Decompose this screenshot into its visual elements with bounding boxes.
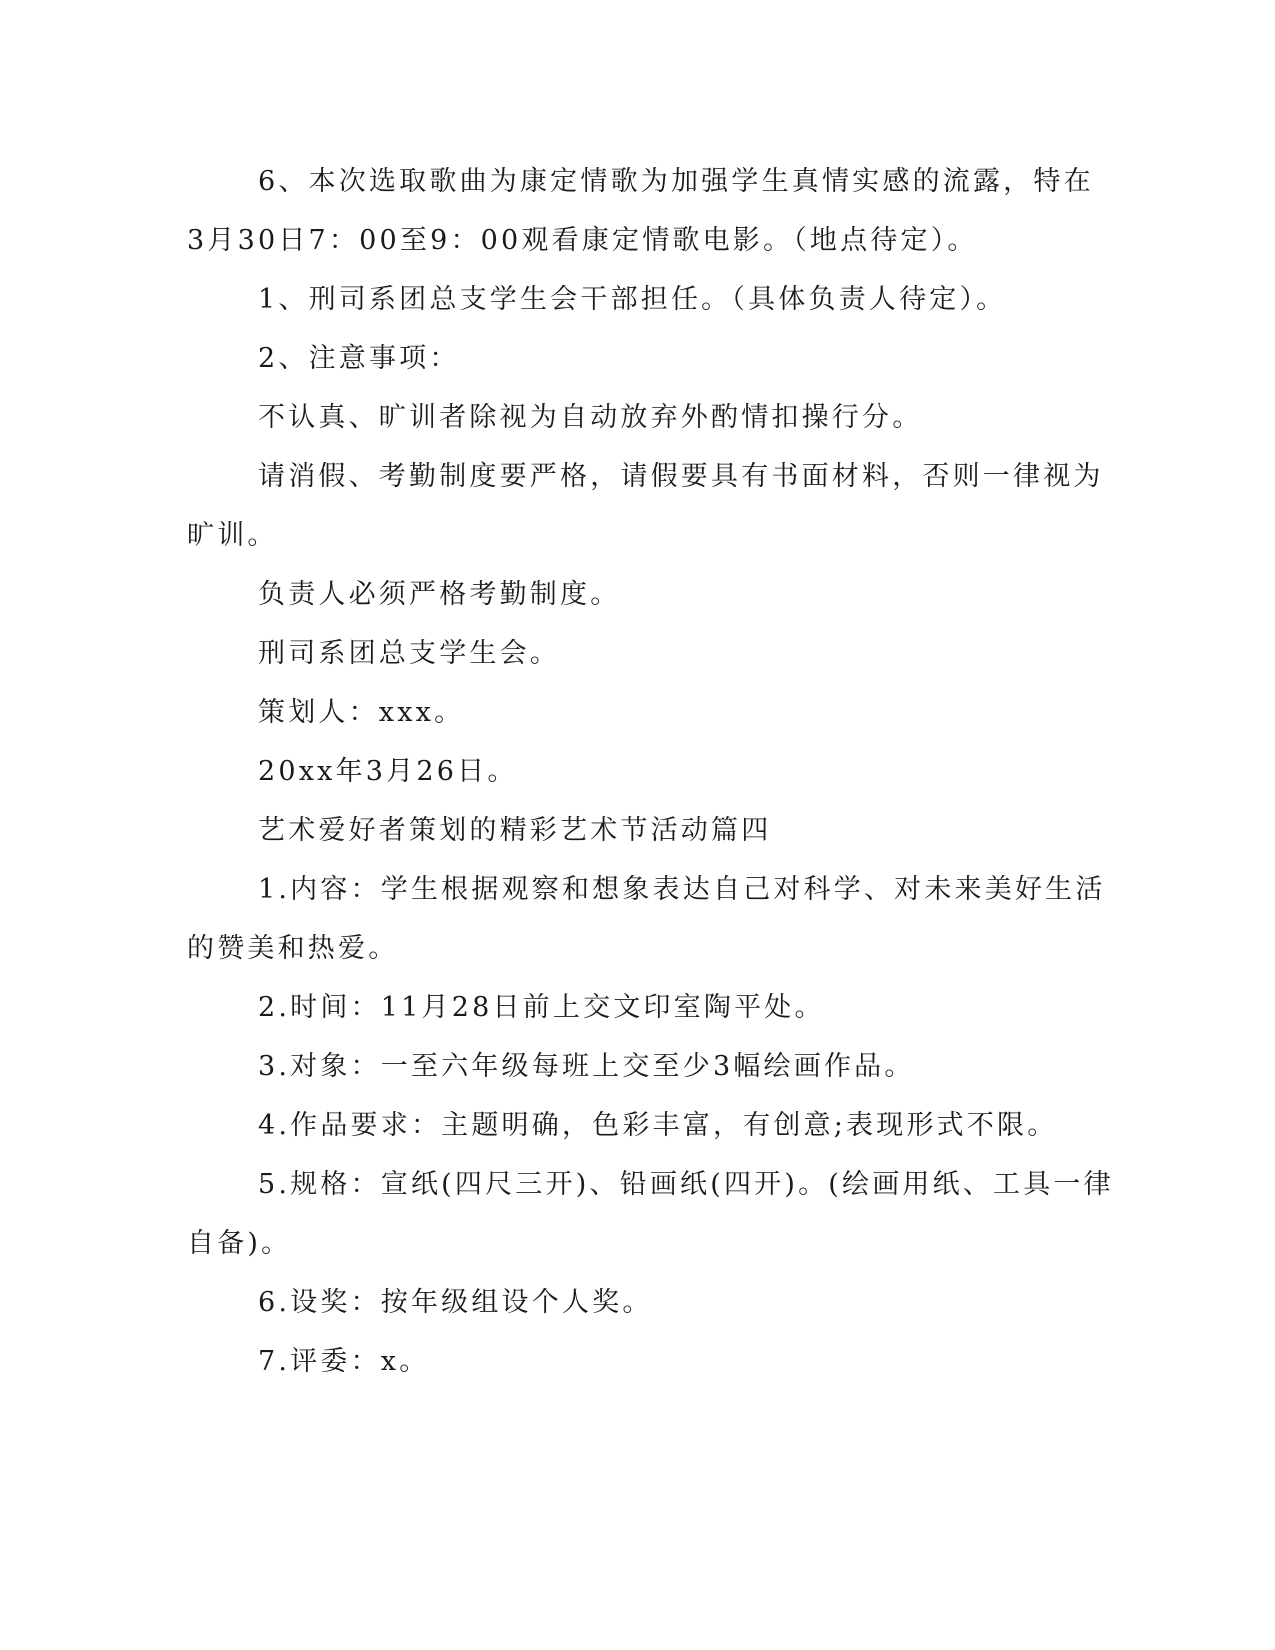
- paragraph-leave-rule-cont: 旷训。: [187, 520, 278, 551]
- paragraph-leave-rule: 请消假、考勤制度要严格，请假要具有书面材料，否则一律视为: [258, 461, 1104, 492]
- paragraph-attendance: 负责人必须严格考勤制度。: [258, 579, 621, 610]
- paragraph-song-selection-cont: 3月30日7：00至9：00观看康定情歌电影。（地点待定）。: [187, 225, 978, 256]
- paragraph-requirements: 4.作品要求：主题明确，色彩丰富，有创意;表现形式不限。: [258, 1110, 1058, 1141]
- paragraph-content: 1.内容：学生根据观察和想象表达自己对科学、对未来美好生活: [258, 874, 1106, 905]
- paragraph-specs: 5.规格：宣纸(四尺三开)、铅画纸(四开)。(绘画用纸、工具一律: [258, 1169, 1114, 1200]
- paragraph-judges: 7.评委：x。: [258, 1346, 430, 1377]
- paragraph-target: 3.对象：一至六年级每班上交至少3幅绘画作品。: [258, 1051, 915, 1082]
- paragraph-notes-heading: 2、注意事项：: [258, 343, 460, 374]
- paragraph-specs-cont: 自备)。: [187, 1228, 292, 1259]
- paragraph-date: 20xx年3月26日。: [258, 756, 518, 787]
- paragraph-staff: 1、刑司系团总支学生会干部担任。（具体负责人待定）。: [258, 284, 1007, 315]
- paragraph-awards: 6.设奖：按年级组设个人奖。: [258, 1287, 653, 1318]
- section-heading: 艺术爱好者策划的精彩艺术节活动篇四: [258, 815, 772, 846]
- paragraph-planner: 策划人：xxx。: [258, 697, 465, 728]
- paragraph-time: 2.时间：11月28日前上交文印室陶平处。: [258, 992, 825, 1023]
- paragraph-song-selection: 6、本次选取歌曲为康定情歌为加强学生真情实感的流露，特在: [258, 166, 1094, 197]
- paragraph-content-cont: 的赞美和热爱。: [187, 933, 399, 964]
- paragraph-absence-rule: 不认真、旷训者除视为自动放弃外酌情扣操行分。: [258, 402, 923, 433]
- paragraph-organizer: 刑司系团总支学生会。: [258, 638, 560, 669]
